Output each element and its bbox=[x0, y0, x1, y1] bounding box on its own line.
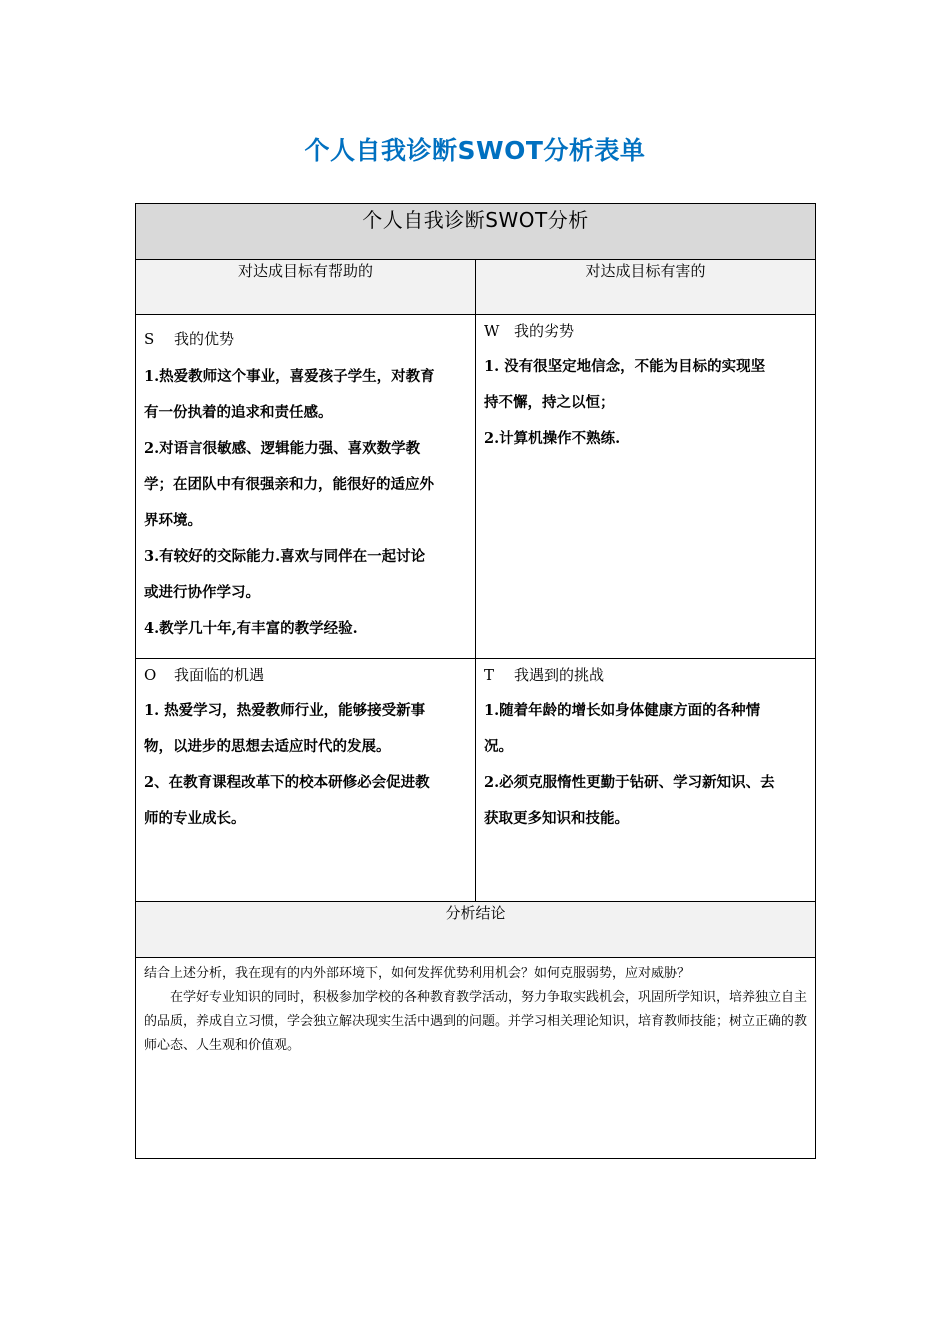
strengths-line: 有一份执着的追求和责任感。 bbox=[144, 404, 333, 421]
weaknesses-heading bbox=[484, 319, 807, 343]
strengths-title: 我的优势 bbox=[174, 330, 235, 348]
threats-heading bbox=[484, 663, 807, 687]
opportunities-line: 物，以进步的思想去适应时代的发展。 bbox=[144, 738, 391, 755]
opportunities-line: 1. 热爱学习，热爱教师行业，能够接受新事 bbox=[144, 702, 426, 719]
threats-line: 2.必须克服惰性更勤于钻研、学习新知识、去 bbox=[484, 774, 775, 791]
opportunities-heading bbox=[144, 663, 467, 687]
opportunities-line: 师的专业成长。 bbox=[144, 810, 246, 827]
threats-line: 况。 bbox=[484, 738, 513, 755]
weaknesses-cell bbox=[476, 315, 816, 659]
strengths-weaknesses-row bbox=[136, 315, 816, 659]
threats-cell bbox=[476, 659, 816, 902]
threats-title: 我遇到的挑战 bbox=[514, 666, 605, 684]
document-title: 个人自我诊断SWOT分析表单 bbox=[304, 136, 646, 165]
helpful-header: 对达成目标有帮助的 bbox=[136, 260, 476, 315]
opportunities-line: 2、在教育课程改革下的校本研修必会促进教 bbox=[144, 774, 430, 791]
conclusion-header: 分析结论 bbox=[136, 902, 816, 958]
threats-line: 获取更多知识和技能。 bbox=[484, 810, 629, 827]
harmful-header: 对达成目标有害的 bbox=[476, 260, 816, 315]
strengths-line: 学；在团队中有很强亲和力，能很好的适应外 bbox=[144, 476, 434, 493]
threats-letter: T bbox=[484, 666, 495, 684]
table-title: 个人自我诊断SWOT分析 bbox=[136, 204, 816, 260]
strengths-line: 2.对语言很敏感、逻辑能力强、喜欢数学教 bbox=[144, 440, 421, 457]
strengths-line: 或进行协作学习。 bbox=[144, 584, 260, 601]
threats-line: 1.随着年龄的增长如身体健康方面的各种情 bbox=[484, 702, 761, 719]
conclusion-row bbox=[136, 958, 816, 1159]
strengths-line: 3.有较好的交际能力.喜欢与同伴在一起讨论 bbox=[144, 548, 426, 565]
column-header-row bbox=[136, 260, 816, 315]
strengths-cell bbox=[136, 315, 476, 659]
conclusion-question: 结合上述分析，我在现有的内外部环境下，如何发挥优势利用机会？如何克服弱势，应对威胁？ bbox=[144, 966, 691, 981]
strengths-line: 4.教学几十年,有丰富的教学经验. bbox=[144, 620, 358, 637]
conclusion-answer: 在学好专业知识的同时，积极参加学校的各种教育教学活动，努力争取实践机会，巩固所学知识，培养独立自主的品质，养成自立习惯，学会独立解决现实生活中遇到的问题。并学习相关理论知识，培育教师技能；树立正确的教师心态、人生观和价值观。 bbox=[144, 990, 808, 1053]
strengths-line: 界环境。 bbox=[144, 512, 202, 529]
weaknesses-letter: W bbox=[484, 322, 500, 340]
opportunities-cell bbox=[136, 659, 476, 902]
weaknesses-line: 持不懈，持之以恒； bbox=[484, 394, 615, 411]
opportunities-title: 我面临的机遇 bbox=[174, 666, 265, 684]
weaknesses-line: 1. 没有很坚定地信念，不能为目标的实现坚 bbox=[484, 358, 766, 375]
weaknesses-line: 2.计算机操作不熟练. bbox=[484, 430, 621, 447]
strengths-letter: S bbox=[144, 330, 155, 348]
table-title-row bbox=[136, 204, 816, 260]
weaknesses-title: 我的劣势 bbox=[514, 322, 575, 340]
opportunities-threats-row bbox=[136, 659, 816, 902]
opportunities-letter: O bbox=[144, 666, 157, 684]
strengths-heading bbox=[144, 327, 467, 351]
conclusion-header-row bbox=[136, 902, 816, 958]
conclusion-cell bbox=[136, 958, 816, 1159]
swot-table bbox=[135, 203, 816, 1159]
strengths-line: 1.热爱教师这个事业，喜爱孩子学生，对教育 bbox=[144, 368, 435, 385]
